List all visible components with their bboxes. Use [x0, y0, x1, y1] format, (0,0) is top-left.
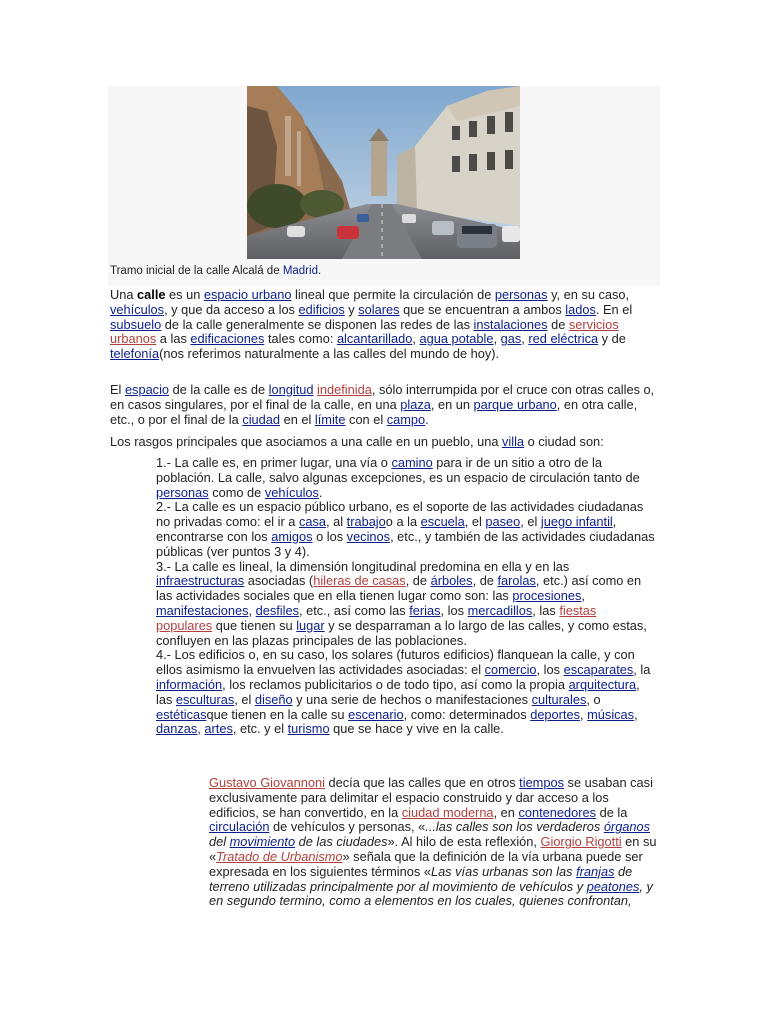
figure	[108, 86, 660, 286]
caption-end: .	[317, 265, 322, 277]
link-longitud[interactable]: longitud	[268, 382, 314, 397]
list-item	[156, 560, 656, 649]
text-run: 3.- La calle es lineal, la dimensión longitudinal predomina en ella y en las	[156, 558, 570, 574]
link-artes[interactable]: artes	[204, 721, 233, 737]
text-run: o ciudad son:	[524, 434, 604, 449]
link-peatones[interactable]: peatones	[586, 878, 640, 894]
text-run: ,	[197, 721, 205, 737]
text-run: , de	[405, 573, 431, 589]
link-escaparates[interactable]: escaparates	[563, 662, 634, 678]
link-ciudad[interactable]: ciudad	[242, 411, 281, 427]
paragraph-intro	[110, 288, 660, 362]
paragraph-espacio	[110, 383, 660, 427]
text-run: .	[425, 411, 429, 427]
text-run: con el	[345, 411, 387, 427]
text-run: del	[209, 834, 230, 850]
link-vehiculos[interactable]: vehículos	[264, 484, 319, 500]
link-amigos[interactable]: amigos	[271, 528, 313, 544]
text-run: , y en segundo termino, como a elementos en los cuales, quienes confrontan,	[209, 878, 653, 909]
text-run: o a la	[385, 514, 421, 530]
text-run: decía que las calles que en otros	[324, 775, 520, 790]
text-run: o los	[312, 528, 347, 544]
text-run: El	[110, 382, 125, 397]
link-red-electrica[interactable]: red eléctrica	[528, 331, 599, 347]
text-run: , o	[586, 691, 601, 707]
text-run: , en	[493, 804, 519, 820]
link-alcantarillado[interactable]: alcantarillado	[336, 331, 413, 347]
text-run: que se encuentran a ambos	[399, 301, 566, 317]
link-escenario[interactable]: escenario	[348, 706, 404, 722]
text-run: 4.- Los edificios o, en su caso, los solares (futuros edificios) flanquean la calle, y con ellos asimismo la envuelven las actividades asociadas: el	[156, 647, 635, 678]
text-run: y una serie de hechos o manifestaciones	[292, 691, 532, 707]
bold-term: calle	[137, 287, 166, 302]
text-run: de terreno utilizadas principalmente por al movimiento de vehículos y	[209, 863, 633, 894]
link-campo[interactable]: campo	[386, 411, 426, 427]
text-run: de	[547, 316, 569, 332]
link-instalaciones[interactable]: instalaciones	[473, 316, 548, 332]
text-run: , al	[326, 514, 347, 530]
text-run: ,	[493, 331, 501, 347]
street-photo	[247, 86, 520, 259]
link-comercio[interactable]: comercio	[484, 662, 537, 678]
text-run: ,	[581, 588, 585, 604]
link-personas[interactable]: personas	[494, 287, 548, 302]
link-camino[interactable]: camino	[391, 455, 433, 470]
text-run: , los reclamos publicitarios o de todo tipo, así como la propia	[222, 676, 569, 692]
caption-text: Tramo inicial de la calle Alcalá de	[110, 265, 283, 277]
text-run: y, en su caso,	[547, 287, 630, 302]
text-run: . En el	[595, 301, 633, 317]
text-run: a las	[156, 331, 191, 347]
list-item	[156, 648, 656, 737]
text-run: ,	[248, 602, 256, 618]
link-mercadillos[interactable]: mercadillos	[467, 602, 533, 618]
text-run: 1.- La calle es, en primer lugar, una vía o	[156, 455, 392, 470]
link-vehiculos[interactable]: vehículos	[110, 301, 165, 317]
text-run: y de	[598, 331, 626, 347]
link-paseo[interactable]: paseo	[485, 514, 521, 530]
text-run: en su «	[209, 834, 657, 864]
text-run: como de	[208, 484, 265, 500]
link-procesiones[interactable]: procesiones	[512, 588, 582, 604]
link-trabajo[interactable]: trabajo	[346, 514, 386, 530]
link-contenedores[interactable]: contenedores	[518, 804, 597, 820]
text-run: , encontrarse con los	[156, 514, 617, 544]
link-villa[interactable]: villa	[502, 434, 525, 449]
link-casa[interactable]: casa	[298, 514, 326, 530]
text-run: , etc. y el	[232, 721, 288, 737]
link-personas[interactable]: personas	[156, 484, 209, 500]
link-espacio-urbano[interactable]: espacio urbano	[203, 287, 292, 302]
text-run: Una	[110, 287, 138, 302]
text-run: es un	[165, 287, 204, 302]
text-run: (nos referimos naturalmente a las calles del mundo de hoy).	[159, 346, 500, 362]
link-tratado-de-urbanismo[interactable]: Tratado de Urbanismo	[216, 848, 343, 864]
figure-caption	[110, 265, 321, 277]
text-run: se usaban casi exclusivamente para delimitar el espacio construido y dar acceso a los edificios, se han convertido, en la	[209, 775, 653, 820]
link-vecinos[interactable]: vecinos	[346, 528, 391, 544]
link-turismo[interactable]: turismo	[287, 721, 330, 737]
text-run: ,	[412, 331, 420, 347]
link-giorgio-rigotti[interactable]: Giorgio Rigotti	[540, 834, 622, 850]
list-item	[156, 500, 656, 559]
link-hileras-de-casas[interactable]: hileras de casas	[313, 573, 406, 589]
caption-link-madrid[interactable]: Madrid	[282, 265, 318, 277]
link-lados[interactable]: lados	[565, 301, 596, 317]
text-run: ,	[521, 331, 529, 347]
text-run: , los	[440, 602, 468, 618]
link-escuela[interactable]: escuela	[420, 514, 465, 530]
text-run: , los	[536, 662, 564, 678]
link-arquitectura[interactable]: arquitectura	[568, 676, 637, 692]
link-indefinida[interactable]: indefinida	[317, 382, 372, 397]
link-informacion[interactable]: información	[156, 676, 223, 692]
link-esteticas[interactable]: estéticas	[156, 706, 207, 722]
text-run: , en un	[430, 396, 474, 412]
link-culturales[interactable]: culturales	[531, 691, 587, 707]
link-ferias[interactable]: ferias	[409, 602, 441, 618]
text-run: que se hace y vive en la calle.	[329, 721, 504, 737]
link-manifestaciones[interactable]: manifestaciones	[156, 602, 249, 618]
text-run: .	[318, 484, 323, 500]
text-run: Los rasgos principales que asociamos a una calle en un pueblo, una	[110, 434, 502, 449]
quote-block	[209, 776, 659, 909]
text-run: de las ciudades	[295, 834, 388, 850]
text-run: 2.- La calle es un espacio público urbano, es el soporte de las actividades ciudadanas no privadas como: el ir a	[156, 499, 644, 530]
link-solares[interactable]: solares	[358, 301, 400, 317]
text-run: ,	[580, 706, 588, 722]
text-run: , sólo interrumpida por el cruce con otras calles o, en casos singulares, por el final de la calle, en una	[110, 382, 655, 412]
text-run: » señala que la definición de la vía urbana puede ser expresada en los siguientes términos «	[209, 848, 643, 879]
link-deportes[interactable]: deportes	[530, 706, 581, 722]
link-gustavo-giovannoni[interactable]: Gustavo Giovannoni	[209, 775, 325, 790]
link-gas[interactable]: gas	[500, 331, 522, 347]
text-run: de vehículos y personas, «	[269, 819, 426, 835]
text-run: ». Al hilo de esta reflexión,	[387, 834, 541, 850]
link-edificaciones[interactable]: edificaciones	[190, 331, 265, 347]
link-fiestas-populares[interactable]: fiestas populares	[156, 602, 597, 633]
link-agua-potable[interactable]: agua potable	[419, 331, 494, 347]
text-run: , etc., así como las	[299, 602, 410, 618]
text-run: , la	[633, 662, 651, 678]
link-ciudad-moderna[interactable]: ciudad moderna	[401, 804, 494, 820]
text-run: , etc., y también de las actividades ciudadanas públicas (ver puntos 3 y 4).	[156, 528, 655, 559]
text-run: , como: determinados	[403, 706, 531, 722]
text-run: lineal que permite la circulación de	[291, 287, 495, 302]
link-juego-infantil[interactable]: juego infantil	[540, 514, 613, 530]
text-run: , el	[234, 691, 255, 707]
link-organos[interactable]: órganos	[603, 819, 651, 835]
text-run: en el	[280, 411, 315, 427]
link-danzas[interactable]: danzas	[156, 721, 198, 737]
text-run: , en otra calle, etc., o por el final de la	[110, 396, 638, 427]
text-run: tales como:	[264, 331, 337, 347]
text-run: ...las calles son los verdaderos	[425, 819, 604, 835]
features-list	[156, 456, 656, 737]
text-run: de la calle es de	[169, 382, 269, 397]
link-diseno[interactable]: diseño	[254, 691, 293, 707]
link-lugar[interactable]: lugar	[296, 617, 325, 633]
text-run: asociadas (	[244, 573, 314, 589]
text-run: , las	[532, 602, 560, 618]
link-infraestructuras[interactable]: infraestructuras	[156, 573, 245, 589]
paragraph-rasgos	[110, 435, 660, 450]
text-run: para ir de un sitio a otro de la población. La calle, salvo algunas excepciones, es un espacio de circulación tanto de	[156, 455, 640, 485]
text-run: , el	[464, 514, 486, 530]
link-circulacion[interactable]: circulación	[209, 819, 270, 835]
text-run: de la calle generalmente se disponen las redes de las	[161, 316, 474, 332]
text-run: de la	[596, 804, 628, 820]
link-arboles[interactable]: árboles	[430, 573, 473, 589]
text-run: que tienen en la calle su	[206, 706, 349, 722]
link-plaza[interactable]: plaza	[400, 396, 431, 412]
link-esculturas[interactable]: esculturas	[175, 691, 235, 707]
text-run: y	[344, 301, 359, 317]
link-franjas[interactable]: franjas	[576, 863, 615, 879]
link-desfiles[interactable]: desfiles	[255, 602, 299, 618]
link-musicas[interactable]: músicas	[587, 706, 635, 722]
text-run: Las vías urbanas son las	[430, 863, 577, 879]
list-item	[156, 456, 656, 500]
link-edificios[interactable]: edificios	[298, 301, 345, 317]
text-run: ,	[634, 706, 638, 722]
text-run: , las	[156, 676, 640, 707]
link-farolas[interactable]: farolas	[497, 573, 536, 589]
link-movimiento[interactable]: movimiento	[229, 834, 296, 850]
text-run: , de	[472, 573, 498, 589]
link-limite[interactable]: límite	[314, 411, 346, 427]
link-servicios-urbanos[interactable]: servicios urbanos	[110, 316, 619, 347]
text-run: que tienen su	[212, 617, 297, 633]
text-run: , y que da acceso a los	[164, 301, 299, 317]
link-parque-urbano[interactable]: parque urbano	[473, 396, 557, 412]
link-subsuelo[interactable]: subsuelo	[110, 316, 162, 332]
text-run: , el	[520, 514, 541, 530]
text-run: y se desparraman a lo largo de las calles, y como estas, confluyen en las plazas principales de las poblaciones.	[156, 617, 647, 648]
link-telefonia[interactable]: telefonía	[110, 346, 160, 362]
link-espacio[interactable]: espacio	[124, 382, 170, 397]
link-tiempos[interactable]: tiempos	[519, 775, 564, 790]
text-run: , etc.) así como en las actividades sociales que en ella tienen lugar como son: las	[156, 573, 642, 604]
